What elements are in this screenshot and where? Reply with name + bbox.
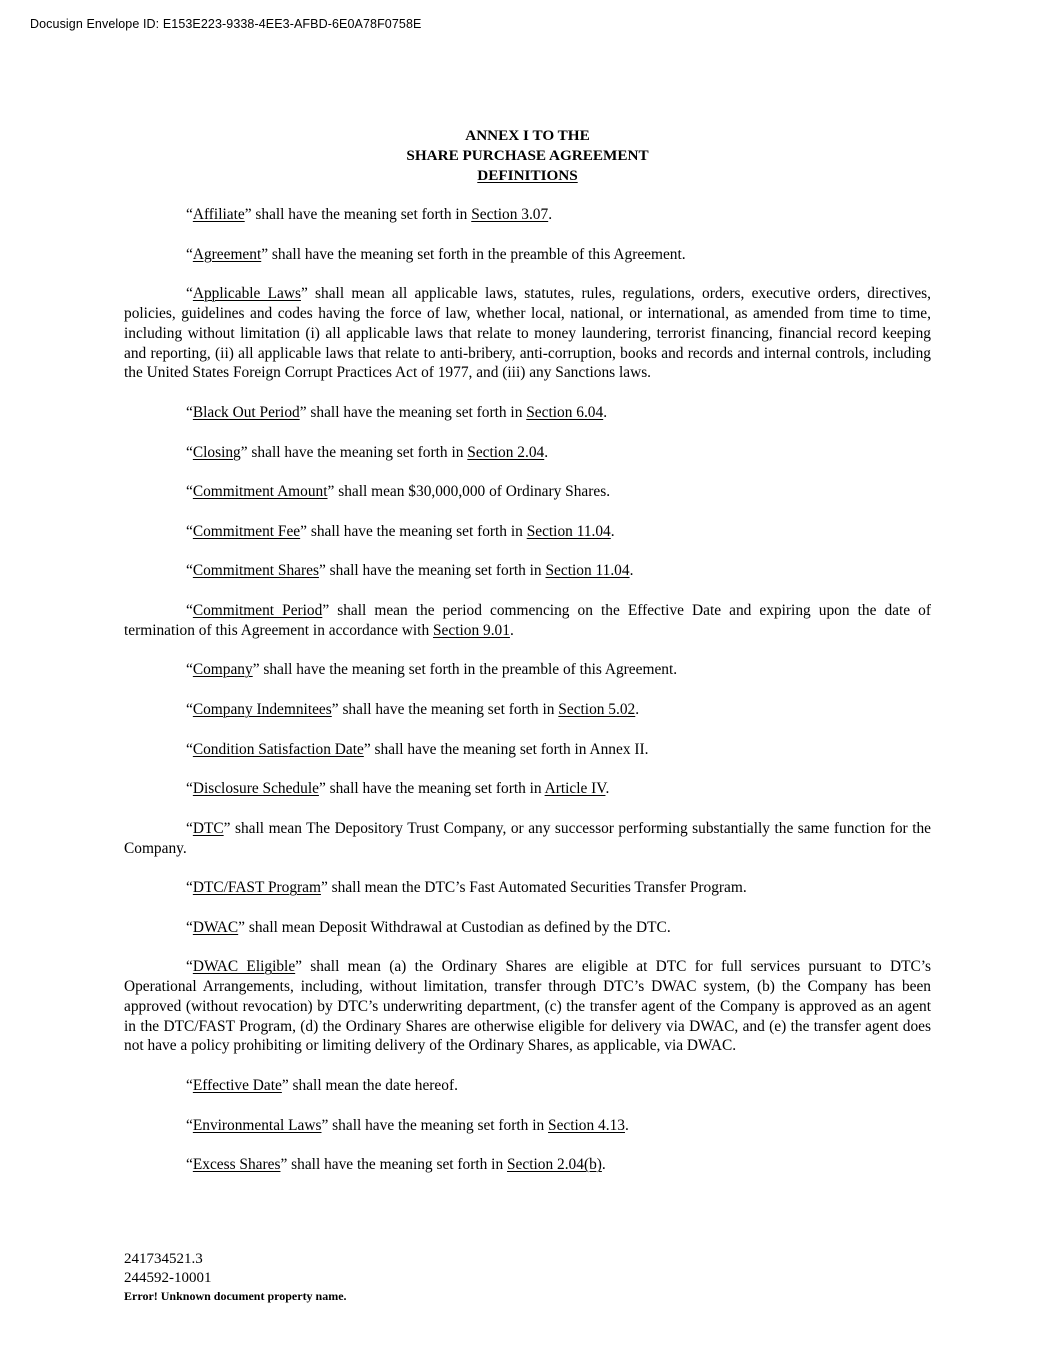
heading-definitions: DEFINITIONS (477, 167, 578, 184)
defined-term: Company (192, 661, 253, 679)
defined-term: Affiliate (192, 206, 245, 223)
definition-text: ” shall have the meaning set forth in the preamble of this Agreement. (261, 245, 686, 263)
section-reference: Section 9.01 (433, 621, 510, 639)
definition-paragraph: “Company” shall have the meaning set forth in the preamble of this Agreement. (186, 661, 678, 679)
defined-term: Black Out Period (192, 403, 300, 421)
defined-term: Excess Shares (192, 1156, 281, 1174)
definition-text: ” shall mean all applicable laws, statutes, rules, regulations, orders, executive orders, directives, policies, guidelines and codes having the force of law, whether local, national, or international, as amended from time to time, including without limitation (i) all applicable laws that relate to money laundering, terrorist financing, financial record keeping and reporting, (ii) all applicable laws that relate to anti-bribery, anti-corruption, books and records and internal controls, including the United States Foreign Corrupt Practices Act of 1977, and (iii) any Sanctions laws. (124, 285, 931, 382)
definition-paragraph: “Disclosure Schedule” shall have the meaning set forth in Article IV. (186, 780, 610, 798)
section-reference: Section 2.04(b) (507, 1156, 602, 1174)
defined-term: DWAC (192, 918, 239, 936)
definition-text: ” shall mean The Depository Trust Company, or any successor performing substantially the same function for the Company. (124, 819, 931, 857)
defined-term: Company Indemnitees (192, 700, 332, 718)
section-reference: Section 6.04 (526, 403, 604, 421)
definition-tail: . (601, 1156, 606, 1174)
heading-line-2: SHARE PURCHASE AGREEMENT (406, 147, 649, 164)
definition-text: ” shall have the meaning set forth in Annex II. (363, 740, 649, 758)
definition-paragraph: “Black Out Period” shall have the meaning set forth in Section 6.04. (186, 403, 608, 421)
definition-paragraph: “DTC/FAST Program” shall mean the DTC’s Fast Automated Securities Transfer Program. (186, 879, 747, 897)
definition-text: ” shall mean the DTC’s Fast Automated Securities Transfer Program. (320, 879, 747, 897)
definition-tail: . (610, 522, 615, 540)
definition-text: ” shall have the meaning set forth in (280, 1156, 507, 1174)
definition-text: ” shall mean the period commencing on the Effective Date and expiring upon the date of termination of this Agreement in accordance with (124, 601, 932, 639)
defined-term: Commitment Amount (192, 483, 328, 501)
definition-paragraph: “Commitment Amount” shall mean $30,000,000 of Ordinary Shares. (186, 483, 611, 501)
definition-paragraph: “Effective Date” shall mean the date hereof. (186, 1077, 458, 1095)
definition-text: ” shall have the meaning set forth in (299, 403, 527, 421)
definition-text: ” shall mean (a) the Ordinary Shares are eligible at DTC for full services pursuant to DTC’s Operational Arrangements, including, without limitation, transfer through DTC’s DWAC system, (b) the Company has been approved (without revocation) by DTC’s underwriting department, (c) the transfer agent of the Company is approved as an agent in the DTC/FAST Program, (d) the Ordinary Shares are otherwise eligible for delivery via DWAC, and (e) the transfer agent does not have a policy prohibiting or limiting delivery of the Ordinary Shares, as applicable, via DWAC. (124, 958, 931, 1055)
definition-tail: . (635, 700, 640, 718)
section-reference: Section 11.04 (526, 522, 611, 540)
section-reference: Section 3.07 (471, 206, 549, 223)
envelope-id: Docusign Envelope ID: E153E223-9338-4EE3-AFBD-6E0A78F0758E (30, 17, 422, 31)
defined-term: Commitment Period (192, 601, 323, 619)
definition-text: ” shall mean Deposit Withdrawal at Custodian as defined by the DTC. (238, 918, 671, 936)
defined-term: Closing (192, 443, 241, 461)
definition-tail: . (629, 562, 634, 580)
document-footer (124, 1250, 347, 1305)
definition-tail: . (548, 206, 553, 223)
definition-paragraph: “Applicable Laws” shall mean all applicable laws, statutes, rules, regulations, orders, executive orders, directives, policies, guidelines and codes having the force of law, whether local, national, or international, as amended from time to time, including without limitation (i) all applicable laws that relate to money laundering, terrorist financing, financial record keeping and reporting, (ii) all applicable laws that relate to anti-bribery, anti-corruption, books and records and internal controls, including the United States Foreign Corrupt Practices Act of 1977, and (iii) any Sanctions laws. (124, 285, 931, 382)
definition-paragraph: “Environmental Laws” shall have the meaning set forth in Section 4.13. (186, 1116, 629, 1134)
definition-paragraph: “Affiliate” shall have the meaning set forth in Section 3.07. (186, 206, 553, 223)
defined-term: Applicable Laws (192, 285, 301, 303)
defined-term: Commitment Shares (192, 562, 319, 580)
definition-text: ” shall have the meaning set forth in (331, 700, 559, 718)
definition-tail: . (544, 443, 549, 461)
definition-paragraph: “DWAC” shall mean Deposit Withdrawal at Custodian as defined by the DTC. (186, 918, 671, 936)
definition-paragraph: “DTC” shall mean The Depository Trust Company, or any successor performing substantially the same function for the Company. (124, 819, 931, 857)
definition-text: ” shall have the meaning set forth in (318, 780, 545, 798)
definition-paragraph: “Condition Satisfaction Date” shall have the meaning set forth in Annex II. (186, 740, 649, 758)
defined-term: Condition Satisfaction Date (192, 740, 364, 758)
defined-term: Commitment Fee (192, 522, 301, 540)
definition-paragraph: “Closing” shall have the meaning set forth in Section 2.04. (186, 443, 549, 461)
defined-term: Environmental Laws (192, 1116, 322, 1134)
definition-text: ” shall have the meaning set forth in (244, 206, 472, 223)
definition-paragraph: “Excess Shares” shall have the meaning set forth in Section 2.04(b). (186, 1156, 606, 1174)
section-reference: Article IV (544, 780, 606, 798)
defined-term: Effective Date (192, 1077, 282, 1095)
definition-text: ” shall have the meaning set forth in the preamble of this Agreement. (252, 661, 678, 679)
defined-term: Agreement (192, 245, 262, 263)
defined-term: DTC (192, 819, 224, 837)
defined-term: Disclosure Schedule (192, 780, 319, 798)
definitions-list (124, 205, 931, 1195)
section-reference: Section 5.02 (558, 700, 636, 718)
definition-paragraph: “DWAC Eligible” shall mean (a) the Ordinary Shares are eligible at DTC for full services pursuant to DTC’s Operational Arrangements, including, without limitation, transfer through DTC’s DWAC system, (b) the Company has been approved (without revocation) by DTC’s underwriting department, (c) the transfer agent of the Company is approved as an agent in the DTC/FAST Program, (d) the Ordinary Shares are otherwise eligible for delivery via DWAC, and (e) the transfer agent does not have a policy prohibiting or limiting delivery of the Ordinary Shares, as applicable, via DWAC. (124, 958, 931, 1055)
definition-paragraph: “Commitment Shares” shall have the meaning set forth in Section 11.04. (186, 562, 634, 580)
definition-tail: . (605, 780, 610, 798)
definition-text: ” shall mean the date hereof. (281, 1077, 458, 1095)
footer-doc-number: 241734521.3 (124, 1251, 203, 1267)
document-heading (0, 126, 1055, 186)
footer-matter-number: 244592-10001 (124, 1269, 212, 1286)
defined-term: DTC/FAST Program (192, 879, 321, 897)
definition-text: ” shall have the meaning set forth in (318, 562, 546, 580)
definition-text: ” shall have the meaning set forth in (321, 1116, 549, 1134)
footer-error-text: Error! Unknown document property name. (124, 1289, 347, 1303)
definition-tail: . (603, 403, 608, 421)
definition-text: ” shall have the meaning set forth in (300, 522, 527, 540)
definition-paragraph: “Company Indemnitees” shall have the meaning set forth in Section 5.02. (186, 700, 640, 718)
section-reference: Section 2.04 (467, 443, 545, 461)
definition-paragraph: “Commitment Fee” shall have the meaning set forth in Section 11.04. (186, 522, 615, 540)
section-reference: Section 11.04 (545, 562, 630, 580)
defined-term: DWAC Eligible (192, 958, 296, 976)
heading-line-1: ANNEX I TO THE (465, 127, 590, 144)
definition-text: ” shall have the meaning set forth in (240, 443, 468, 461)
definition-paragraph: “Agreement” shall have the meaning set forth in the preamble of this Agreement. (186, 245, 686, 263)
section-reference: Section 4.13 (548, 1116, 625, 1134)
definition-text: ” shall mean $30,000,000 of Ordinary Shares. (327, 483, 611, 501)
definition-tail: . (624, 1116, 629, 1134)
definition-paragraph: “Commitment Period” shall mean the period commencing on the Effective Date and expiring upon the date of termination of this Agreement in accordance with Section 9.01. (124, 601, 932, 639)
definition-tail: . (509, 621, 514, 639)
